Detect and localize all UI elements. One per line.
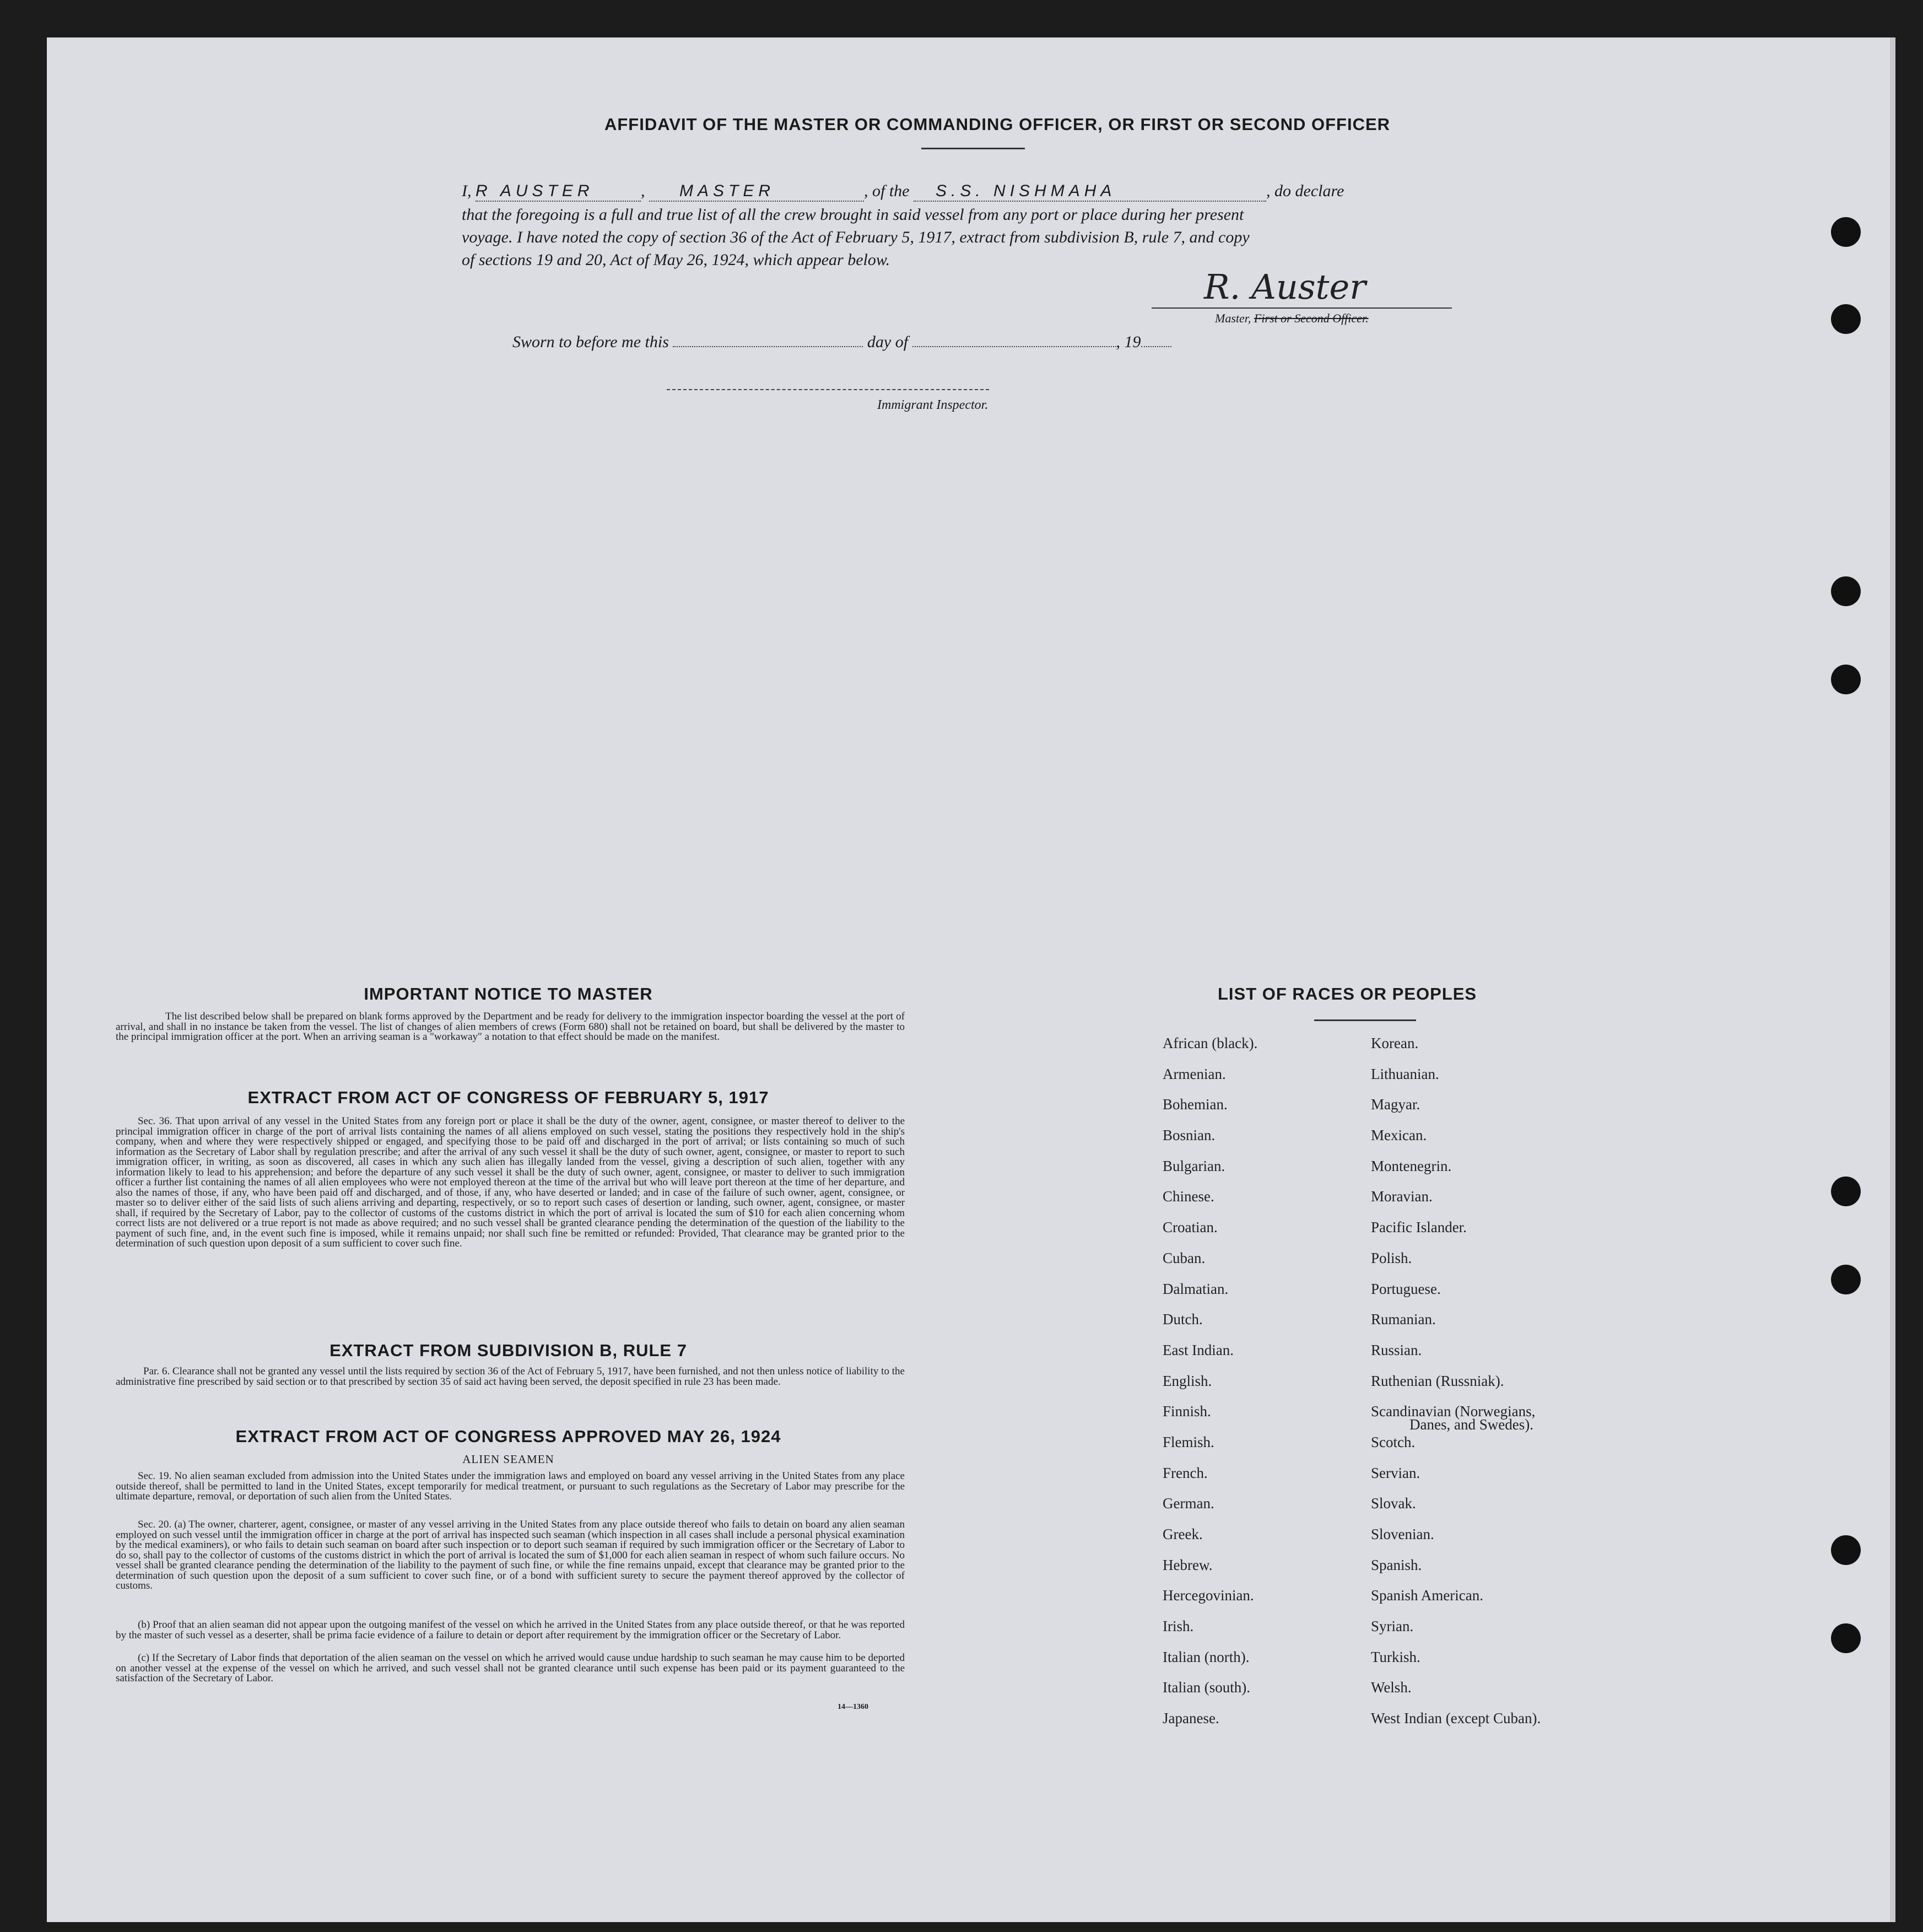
race-item: Pacific Islander. <box>1371 1219 1467 1236</box>
year-label: , 19 <box>1116 333 1141 351</box>
punch-hole <box>1831 304 1861 334</box>
signature-line <box>1152 307 1452 309</box>
officer-rank: MASTER <box>679 182 775 200</box>
race-item: Cuban. <box>1163 1249 1206 1266</box>
race-item: West Indian (except Cuban). <box>1371 1710 1541 1727</box>
caption-struck: First or Second Officer. <box>1254 311 1369 325</box>
notice-title: IMPORTANT NOTICE TO MASTER <box>364 984 653 1003</box>
race-item: Dalmatian. <box>1163 1280 1229 1297</box>
race-item: Hercegovinian. <box>1163 1587 1254 1604</box>
race-item: Korean. <box>1371 1035 1419 1051</box>
race-item-continuation: Danes, and Swedes). <box>1409 1416 1533 1433</box>
punch-hole <box>1831 217 1861 247</box>
of-the-label: , of the <box>864 182 910 200</box>
title-rule <box>921 148 1025 149</box>
race-item: Greek. <box>1163 1526 1203 1542</box>
race-item: Flemish. <box>1163 1433 1214 1450</box>
sec19-text: Sec. 19. No alien seaman excluded from admission into the United States under the immigration laws and employed on board any vessel arriving in the United States from any place outside thereof, shall be permitted to land in the United States, except temporarily for medical treatment, or pursuant to such regulations as the Secretary of Labor may prescribe for the ultimate departure, removal, or deportation of such alien from the United States. <box>116 1470 905 1502</box>
race-item: Finnish. <box>1163 1403 1211 1420</box>
races-column-2 <box>1371 1035 1541 1741</box>
race-item: Mexican. <box>1371 1127 1427 1144</box>
vessel-name: S.S. NISHMAHA <box>936 182 1116 200</box>
punch-hole <box>1831 576 1861 606</box>
day-of-label: day of <box>867 333 909 351</box>
race-item: Croatian. <box>1163 1219 1218 1236</box>
race-item: Bulgarian. <box>1163 1157 1225 1174</box>
sworn-line <box>512 333 1171 352</box>
alien-seamen-subtitle: ALIEN SEAMEN <box>462 1453 554 1466</box>
signature-caption <box>1215 311 1369 326</box>
race-item: Spanish. <box>1371 1556 1422 1573</box>
race-item: Russian. <box>1371 1341 1422 1358</box>
race-item: Italian (south). <box>1163 1679 1250 1696</box>
extract-1917-title: EXTRACT FROM ACT OF CONGRESS OF FEBRUARY 5, 1917 <box>247 1088 769 1107</box>
race-item: Japanese. <box>1163 1710 1219 1727</box>
race-item-scandinavian: Scandinavian (Norwegians, <box>1371 1403 1536 1420</box>
punch-hole <box>1831 1265 1861 1294</box>
sec20c-text: (c) If the Secretary of Labor finds that deportation of the alien seaman on the vessel on which he arrived would cause undue hardship to such seaman he may cause him to be deported on another vessel at the expense of the vessel on which he arrived, and such vessel shall not be granted clearance until such expense has been paid or its payment guaranteed to the satisfaction of the Secretary of Labor. <box>116 1652 905 1684</box>
race-item: Moravian. <box>1371 1188 1433 1205</box>
races-title-rule <box>1314 1019 1416 1021</box>
inspector-caption: Immigrant Inspector. <box>877 398 988 412</box>
sworn-label: Sworn to before me this <box>512 333 669 351</box>
race-item: German. <box>1163 1495 1214 1512</box>
punch-hole <box>1831 1623 1861 1653</box>
sec20a-text: Sec. 20. (a) The owner, charterer, agent, consignee, or master of any vessel arriving in the United States from any place outside thereof who fails to detain on board any alien seaman employed on such vessel until the immigration officer in charge at the port of arrival has inspected such seaman (which inspection in all cases shall include a personal physical examination by the medical examiners), or who fails to detain such seaman on board after such inspection or to deport such seaman if required by such immigration officer or the Secretary of Labor to do so, shall pay to the collector of customs of the customs district in which the port of arrival is located the sum of $1,000 for each alien seaman in respect of whom such failure occurs. No vessel shall be granted clearance pending the determination of the liability to the payment of such fine, or while the fine remains unpaid, except that clearance may be granted prior to the determination of such question upon the deposit of a sum sufficient to cover such fine, or of a bond with sufficient surety to secure the payment thereof approved by the collector of customs. <box>116 1519 905 1591</box>
caption-master: Master, <box>1215 311 1251 325</box>
race-item: Bohemian. <box>1163 1096 1228 1113</box>
affidavit-title: AFFIDAVIT OF THE MASTER OR COMMANDING OFFICER, OR FIRST OR SECOND OFFICER <box>604 115 1391 134</box>
master-name: R AUSTER <box>476 182 594 200</box>
sec20b-text: (b) Proof that an alien seaman did not appear upon the outgoing manifest of the vessel on which he arrived in the United States from any place outside thereof, or that he was reported by the master of such vessel as a deserter, shall be prima facie evidence of a failure to detain or deport after requirement by the immigration officer or the Secretary of Labor. <box>116 1619 905 1641</box>
race-item: Lithuanian. <box>1371 1065 1439 1082</box>
race-item: Scotch. <box>1371 1433 1416 1450</box>
race-item: French. <box>1163 1464 1208 1481</box>
race-item: Slovak. <box>1371 1495 1416 1512</box>
signature: R. Auster <box>1204 267 1366 307</box>
race-item: Ruthenian (Russniak). <box>1371 1372 1504 1389</box>
race-item: Polish. <box>1371 1249 1412 1266</box>
race-item: Armenian. <box>1163 1065 1226 1082</box>
extract-1924-title: EXTRACT FROM ACT OF CONGRESS APPROVED MAY 26, 1924 <box>235 1427 781 1446</box>
race-item: Welsh. <box>1371 1679 1412 1696</box>
affidavit-line4: of sections 19 and 20, Act of May 26, 1924, which appear below. <box>462 251 890 269</box>
affidavit-line3: voyage. I have noted the copy of section 36 of the Act of February 5, 1917, extract from subdivision B, rule 7, and copy <box>462 228 1250 246</box>
race-item: Magyar. <box>1371 1096 1420 1113</box>
race-item: Montenegrin. <box>1371 1157 1452 1174</box>
race-item: Syrian. <box>1371 1618 1414 1635</box>
race-item: Hebrew. <box>1163 1556 1213 1573</box>
do-declare-label: , do declare <box>1266 182 1344 200</box>
race-item: Bosnian. <box>1163 1127 1216 1144</box>
race-item: Servian. <box>1371 1464 1420 1481</box>
punch-hole <box>1831 1535 1861 1565</box>
race-item <box>1371 1403 1541 1434</box>
inspector-line <box>667 389 989 390</box>
affidavit-line2: that the foregoing is a full and true list of all the crew brought in said vessel from any port or place during her present <box>462 206 1244 224</box>
punch-hole <box>1831 665 1861 694</box>
race-item: Chinese. <box>1163 1188 1214 1205</box>
race-item: English. <box>1163 1372 1212 1389</box>
race-item: East Indian. <box>1163 1341 1234 1358</box>
affidavit-prefix: I, <box>462 182 472 200</box>
affidavit-line1 <box>462 182 1487 202</box>
affidavit-separator: , <box>641 182 645 200</box>
extract-1917-text: Sec. 36. That upon arrival of any vessel in the United States from any foreign port or place it shall be the duty of the owner, agent, consignee, or master thereof to deliver to the principal immigration officer in charge of the port of arrival lists containing the names of all aliens employed on such vessel, stating the positions they respectively hold in the ship's company, when and where they were respectively shipped or engaged, and specifying those to be paid off and discharged in the port of arrival; or lists containing so much of such information as the Secretary of Labor shall by regulation prescribe; and after the arrival of any such vessel it shall be the duty of such owner, agent, consignee, or master to report to such immigration officer, in writing, as soon as discovered, all cases in which any such alien has illegally landed from the vessel, giving a description of such alien, together with any information likely to lead to his apprehension; and before the departure of any such vessel it shall be the duty of such owner, agent, consignee, or master to deliver to such immigration officer a further list containing the names of all alien employees who were not employed thereon at the time of the arrival but who will leave port thereon at the time of her departure, and also the names of those, if any, who have been paid off and discharged, and of those, if any, who have deserted or landed; and in case of the failure of such owner, agent, consignee, or master so to deliver either of the said lists of such aliens arriving and departing, respectively, or so to report such cases of desertion or landing, such owner, agent, consignee, or master shall, if required by the Secretary of Labor, pay to the collector of customs of the customs district in which the port of arrival is located the sum of $10 for each alien concerning whom correct lists are not delivered or a true report is not made as above required; and no such vessel shall be granted clearance pending the determination of the question of the liability to the payment of such fine, and, in the event such fine is imposed, while it remains unpaid; nor shall such fine be remitted or refunded: Provided, That clearance may be granted prior to the determination of such question upon deposit of a sum sufficient to cover such fine. <box>116 1115 905 1249</box>
notice-text: The list described below shall be prepared on blank forms approved by the Department and be ready for delivery to the immigration inspector boarding the vessel at the port of arrival, and shall in no instance be taken from the vessel. The list of changes of alien members of crews (Form 680) shall not be retained on board, but shall be delivered by the master to the principal immigration officer at the port. When an arriving seaman is a "workaway" a notation to that effect should be made on the manifest. <box>116 1011 905 1043</box>
race-item: African (black). <box>1163 1035 1258 1051</box>
race-item: Portuguese. <box>1371 1280 1441 1297</box>
races-column-1 <box>1163 1035 1257 1741</box>
race-item: Spanish American. <box>1371 1587 1483 1604</box>
race-item: Rumanian. <box>1371 1311 1436 1328</box>
race-item: Italian (north). <box>1163 1648 1250 1665</box>
page-edge <box>1890 37 1895 1922</box>
form-number: 14—1360 <box>838 1703 868 1711</box>
race-item: Dutch. <box>1163 1311 1203 1328</box>
rule7-title: EXTRACT FROM SUBDIVISION B, RULE 7 <box>329 1341 687 1360</box>
punch-hole <box>1831 1177 1861 1206</box>
race-item: Slovenian. <box>1371 1526 1434 1542</box>
race-item: Turkish. <box>1371 1648 1420 1665</box>
race-item: Irish. <box>1163 1618 1194 1635</box>
races-title: LIST OF RACES OR PEOPLES <box>1218 984 1477 1003</box>
rule7-text: Par. 6. Clearance shall not be granted any vessel until the lists required by section 36 of the Act of February 5, 1917, have been furnished, and not then unless notice of liability to the administrative fine prescribed by said section or to that prescribed by section 35 of said act having been served, the deposit specified in rule 23 has been made. <box>116 1366 905 1388</box>
